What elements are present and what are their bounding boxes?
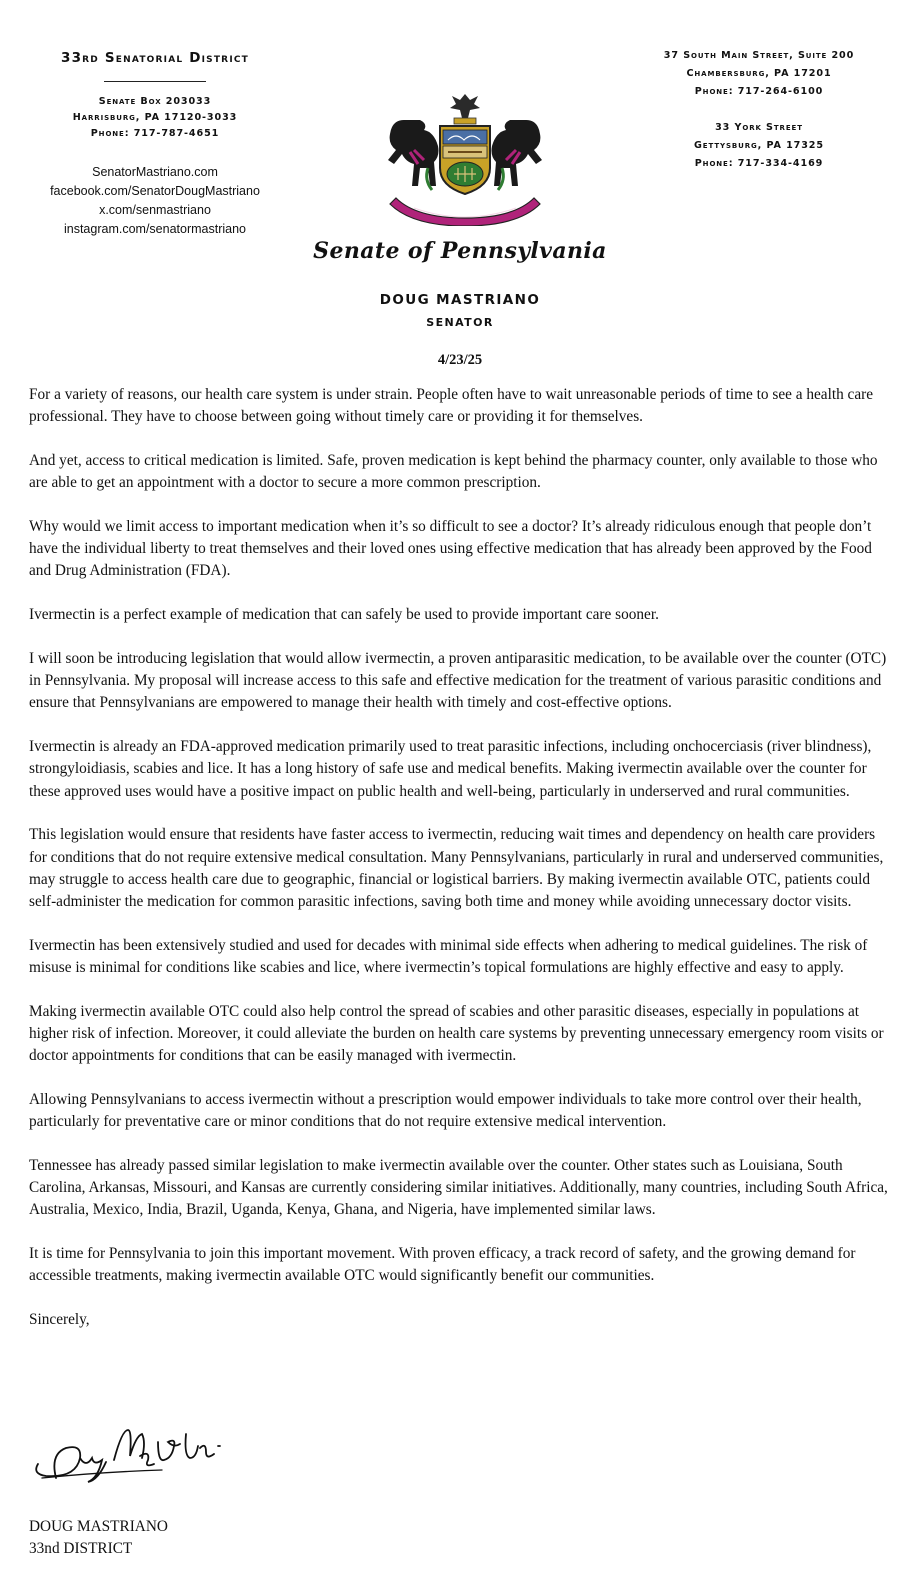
paragraph: Tennessee has already passed similar legislation to make ivermectin available over the counter. Other states such as Louisiana, South Carolina, Arkansas, Missouri, and Kansas are currently considering similar initiatives. Additionally, many countries, including South Africa, Australia, Mexico, India, Brazil, Uganda, Kenya, Ghana, and Nigeria, have implemented similar laws. bbox=[29, 1157, 888, 1219]
paragraph: Ivermectin is a perfect example of medication that can safely be used to provide important care sooner. bbox=[29, 606, 659, 624]
office1-city: Chambersburg, PA 17201 bbox=[686, 68, 832, 79]
capitol-box: Senate Box 203033 bbox=[98, 96, 212, 107]
paragraph: Allowing Pennsylvanians to access ivermectin without a prescription would empower individuals to take more control over their health, particularly for preventative care or minor conditions that do not require extensive medical intervention. bbox=[29, 1091, 862, 1131]
paragraph: Making ivermectin available OTC could also help control the spread of scabies and other parasitic diseases, especially in populations at higher risk of infection. Moreover, it could alleviate the burden on health care systems by preventing unnecessary emergency room visits or doctor appointments for conditions that can be easily managed with ivermectin. bbox=[29, 1002, 884, 1065]
paragraph: For a variety of reasons, our health care system is under strain. People often have to wait unreasonable periods of time to see a health care professional. They have to choose between going without timely care or providing it for themselves. bbox=[29, 386, 874, 426]
signer-name: DOUG MASTRIANO bbox=[29, 1518, 168, 1535]
senator-title: SENATOR bbox=[426, 316, 494, 329]
office2-phone: Phone: 717-334-4169 bbox=[694, 158, 824, 169]
instagram-link[interactable]: instagram.com/senatormastriano bbox=[63, 222, 247, 236]
senator-name: DOUG MASTRIANO bbox=[379, 292, 541, 308]
gettysburg-office bbox=[648, 119, 870, 173]
district-offices-block bbox=[648, 47, 870, 173]
handwritten-signature bbox=[28, 1420, 278, 1492]
website-link[interactable]: SenatorMastriano.com bbox=[92, 165, 218, 179]
chambersburg-office bbox=[648, 47, 870, 101]
office2-street: 33 York Street bbox=[715, 122, 803, 133]
paragraph: Ivermectin has been extensively studied and used for decades with minimal side effects when adhering to medical guidelines. The risk of misuse is minimal for conditions like scabies and lice, where ivermectin’s topical formulations are highly effective and easy to apply. bbox=[29, 936, 868, 977]
paragraph: This legislation would ensure that residents have faster access to ivermectin, reducing wait times and dependency on health care providers for conditions that do not require extensive medical consultation. Many Pennsylvanians, particularly in rural and underserved communities, may struggle to access health care due to geographic, financial or logistical barriers. By making ivermectin available OTC, patients could self-administer the medication for common parasitic infections, saving both time and money while avoiding unnecessary doctor visits. bbox=[29, 826, 884, 911]
closing: Sincerely, bbox=[29, 1311, 90, 1329]
capitol-phone: Phone: 717-787-4651 bbox=[90, 128, 220, 139]
paragraph: Why would we limit access to important medication when it’s so difficult to see a doctor? It’s already ridiculous enough that people don’t have the individual liberty to treat themselves and their loved ones using effective medication that has already been approved by the Food and Drug Administration (FDA). bbox=[29, 518, 872, 580]
letter-body bbox=[29, 384, 889, 1353]
x-link[interactable]: x.com/senmastriano bbox=[99, 203, 211, 217]
office1-phone: Phone: 717-264-6100 bbox=[694, 86, 824, 97]
signer-district: 33nd DISTRICT bbox=[29, 1540, 133, 1557]
pennsylvania-coat-of-arms-icon bbox=[374, 90, 556, 226]
signature-block bbox=[29, 1516, 168, 1560]
district-title: 33rd Senatorial District bbox=[60, 50, 250, 66]
paragraph: Ivermectin is already an FDA-approved medication primarily used to treat parasitic infections, including onchocerciasis (river blindness), strongyloidiasis, scabies and lice. It has a long history of safe use and medical benefits. Making ivermectin available over the counter for these approved uses would have a positive impact on public health and well-being, particularly in underserved and rural communities. bbox=[29, 738, 872, 800]
paragraph: And yet, access to critical medication is limited. Safe, proven medication is kept behind the pharmacy counter, only available to those who are able to get an appointment with a doctor to secure a more common prescription. bbox=[29, 452, 878, 492]
capitol-city: Harrisburg, PA 17120-3033 bbox=[72, 112, 238, 123]
paragraph: It is time for Pennsylvania to join this important movement. With proven efficacy, a track record of safety, and the growing demand for accessible treatments, making ivermectin available OTC would significantly benefit our communities. bbox=[29, 1245, 856, 1285]
senate-name: Senate of Pennsylvania bbox=[313, 238, 607, 264]
header-divider bbox=[104, 81, 206, 82]
letter-date: 4/23/25 bbox=[437, 352, 483, 368]
paragraph: I will soon be introducing legislation that would allow ivermectin, a proven antiparasitic medication, to be available over the counter (OTC) in Pennsylvania. My proposal will increase access to this safe and effective medication for the treatment of various parasitic conditions and ensure that Pennsylvanians are empowered to manage their health with timely and cost-effective options. bbox=[29, 650, 887, 712]
capitol-office-block bbox=[20, 50, 290, 239]
office2-city: Gettysburg, PA 17325 bbox=[694, 140, 824, 151]
office1-street: 37 South Main Street, Suite 200 bbox=[663, 50, 855, 61]
facebook-link[interactable]: facebook.com/SenatorDougMastriano bbox=[50, 184, 260, 198]
